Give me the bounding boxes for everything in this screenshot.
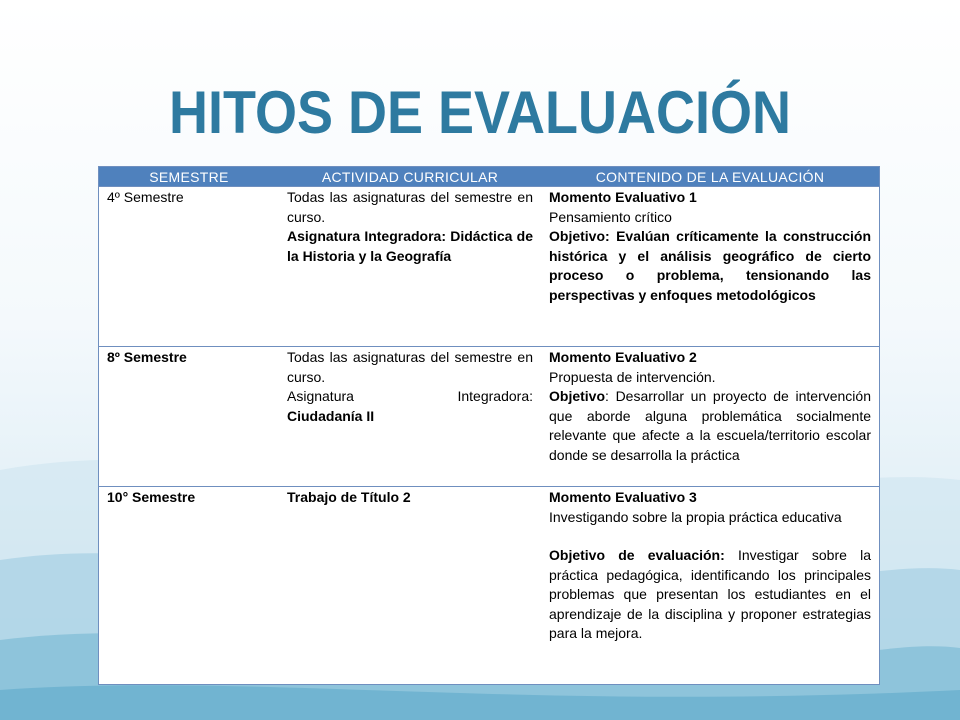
semestre-label: 10° Semestre (107, 489, 196, 505)
table-row (99, 487, 880, 685)
momento-name: Investigando sobre la propia práctica educativa (549, 508, 842, 525)
objetivo-text: Evalúan críticamente la construcción histórica y el análisis geográfico de cierto proceso o problema, tensionando las perspectivas y enfoques metodológicos (549, 228, 872, 303)
cell-actividad (279, 187, 541, 347)
spacer (549, 527, 871, 546)
cell-actividad (279, 347, 541, 487)
header-contenido: CONTENIDO DE LA EVALUACIÓN (541, 167, 880, 187)
momento-title: Momento Evaluativo 1 (549, 189, 697, 205)
table-row (99, 187, 880, 347)
page-title: HITOS DE EVALUACIÓN (168, 79, 792, 146)
actividad-text: Todas las asignaturas del semestre en curso. (287, 189, 533, 225)
cell-semestre (99, 187, 280, 347)
momento-name: Pensamiento crítico (549, 208, 672, 225)
cell-semestre (99, 347, 280, 487)
actividad-text: Todas las asignaturas del semestre en curso. (287, 349, 533, 385)
momento-title: Momento Evaluativo 3 (549, 489, 697, 505)
objetivo-label: Objetivo: (549, 228, 610, 244)
header-semestre: SEMESTRE (99, 167, 280, 187)
cell-semestre (99, 487, 280, 685)
momento-title: Momento Evaluativo 2 (549, 349, 697, 365)
table-header-row (99, 167, 880, 187)
semestre-label: 4º Semestre (107, 189, 184, 205)
actividad-integradora: Trabajo de Título 2 (287, 489, 411, 505)
actividad-integradora: Asignatura Integradora: Didáctica de la Historia y la Geografía (287, 228, 533, 264)
cell-contenido (541, 187, 880, 347)
objetivo-paragraph (549, 546, 871, 644)
objetivo-text: : Desarrollar un proyecto de intervención que aborde alguna problemática socialmente relevante que afecte a la escuela/territorio escolar donde se desarrolla la práctica (549, 388, 871, 463)
objetivo-label: Objetivo (549, 388, 606, 404)
objetivo-text: Investigar sobre la práctica pedagógica, identificando los principales problemas que presentan los estudiantes en el aprendizaje de la disciplina y proponer estrategias para la mejora. (549, 547, 871, 641)
evaluation-table (98, 166, 880, 685)
table-row (99, 347, 880, 487)
semestre-label: 8º Semestre (107, 349, 187, 365)
cell-contenido (541, 487, 880, 685)
momento-name: Propuesta de intervención. (549, 368, 716, 385)
objetivo-label: Objetivo de evaluación: (549, 547, 725, 563)
cell-contenido (541, 347, 880, 487)
header-actividad: ACTIVIDAD CURRICULAR (279, 167, 541, 187)
actividad-integradora: Ciudadanía II (287, 407, 375, 424)
objetivo-paragraph (549, 387, 871, 465)
actividad-label: Asignatura Integradora: (287, 388, 533, 404)
objetivo-paragraph (549, 227, 871, 305)
cell-actividad (279, 487, 541, 685)
